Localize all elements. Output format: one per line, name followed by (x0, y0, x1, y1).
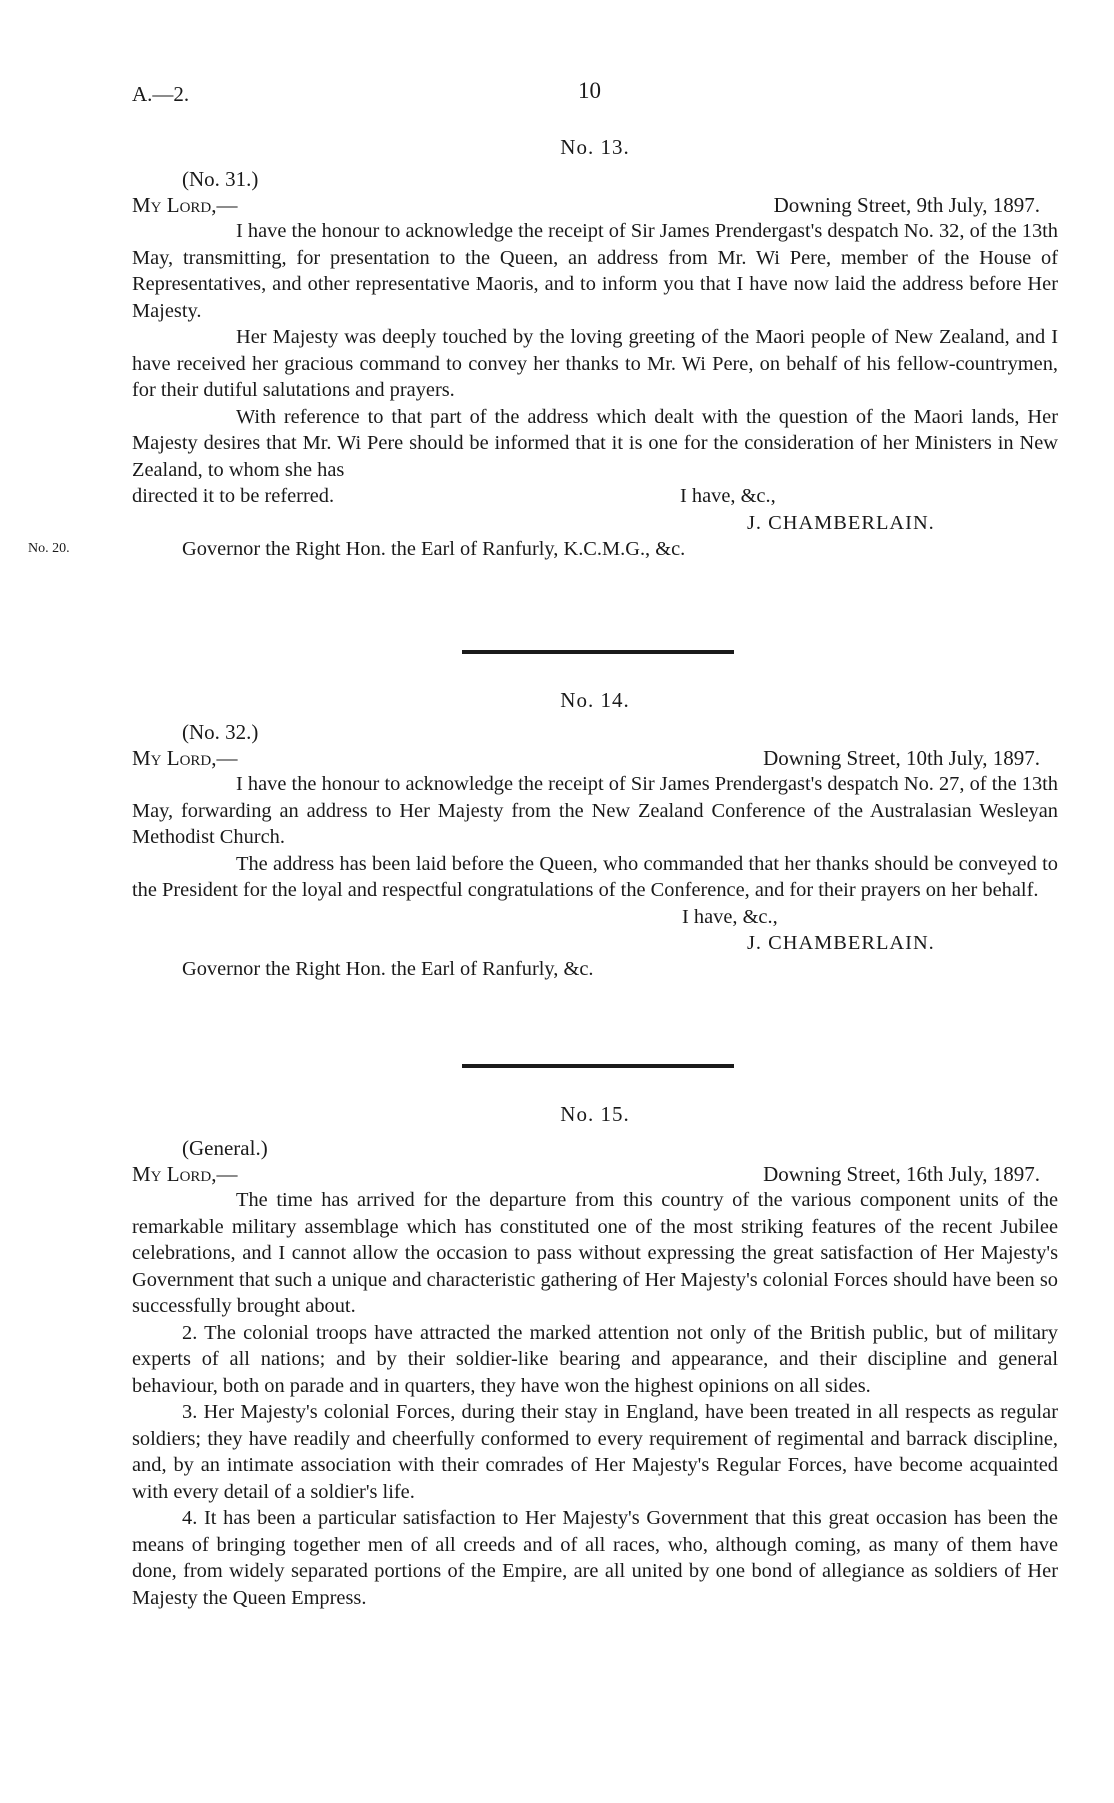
despatch-reference: (No. 31.) (182, 167, 259, 191)
document-number: No. 15. (560, 1102, 630, 1126)
despatch-reference: (General.) (182, 1136, 268, 1160)
salutation: My Lord,— (132, 193, 238, 217)
salutation-line (132, 745, 1058, 771)
document-number: No. 13. (560, 135, 630, 159)
paragraph-tail-line (132, 483, 1058, 510)
letter-no-15 (132, 1102, 1058, 1611)
addressee: Governor the Right Hon. the Earl of Ranfurly, &c. (182, 957, 594, 980)
section-divider (462, 650, 734, 654)
place-date: Downing Street, 9th July, 1897. (773, 193, 1040, 217)
salutation: My Lord,— (132, 746, 238, 770)
paragraph: 3. Her Majesty's colonial Forces, during their stay in England, have been treated in all respects as regular soldiers; they have readily and cheerfully conformed to every requirement of regimental and barrack discipline, and, by an intimate association with their comrades of Her Majesty's Regular Forces, have become acquainted with every detail of a soldier's life. (132, 1401, 1058, 1503)
paragraph: With reference to that part of the address which dealt with the question of the Maori lands, Her Majesty desires that Mr. Wi Pere should be informed that it is one for the consideration of her Ministers in New Zealand, to whom she has (132, 405, 1058, 481)
place-date: Downing Street, 16th July, 1897. (763, 1162, 1040, 1186)
despatch-reference: (No. 32.) (182, 720, 259, 744)
paragraph-tail: directed it to be referred. (132, 485, 335, 507)
margin-note: No. 20. (28, 541, 70, 556)
letter-no-14 (132, 688, 1058, 982)
signature: J. CHAMBERLAIN. (747, 511, 935, 534)
section-code: A.—2. (132, 82, 190, 106)
paragraph: I have the honour to acknowledge the receipt of Sir James Prendergast's despatch No. 32, of the 13th May, transmitting, for presentation to the Queen, an address from Mr. Wi Pere, member of the House of Representatives, and other representative Maoris, and to inform you that I have now laid the address before Her Majesty. (132, 220, 1058, 322)
place-date: Downing Street, 10th July, 1897. (763, 746, 1040, 770)
paragraph: I have the honour to acknowledge the receipt of Sir James Prendergast's despatch No. 27, of the 13th May, forwarding an address to Her Majesty from the New Zealand Conference of the Australasian Wesleyan Methodist Church. (132, 773, 1058, 848)
signature: J. CHAMBERLAIN. (747, 931, 935, 954)
paragraph: 4. It has been a particular satisfaction to Her Majesty's Government that this great occasion has been the means of bringing together men of all creeds and of all races, who, although coming, as many of them have done, from widely separated portions of the Empire, are all united by one bond of allegiance as soldiers of Her Majesty the Queen Empress. (132, 1507, 1058, 1609)
document-number: No. 14. (560, 688, 630, 712)
letter-no-13 (132, 135, 1058, 562)
page-number: 10 (578, 78, 601, 103)
salutation-line (132, 192, 1058, 218)
paragraph: 2. The colonial troops have attracted the marked attention not only of the British public, but of military experts of all nations; and by their soldier-like bearing and appearance, and their discipline and general behaviour, both on parade and in quarters, they have won the highest opinions on all sides. (132, 1321, 1058, 1397)
paragraph: The address has been laid before the Queen, who commanded that her thanks should be conveyed to the President for the loyal and respectful congratulations of the Conference, and for their prayers on her behalf. (132, 852, 1058, 901)
closing: I have, &c., (680, 485, 776, 507)
paragraph: Her Majesty was deeply touched by the loving greeting of the Maori people of New Zealand, and I have received her gracious command to convey her thanks to Mr. Wi Pere, on behalf of his fellow-countrymen, for their dutiful salutations and prayers. (132, 326, 1058, 401)
addressee: Governor the Right Hon. the Earl of Ranfurly, K.C.M.G., &c. (182, 537, 686, 560)
section-divider (462, 1064, 734, 1068)
salutation: My Lord,— (132, 1162, 238, 1186)
closing: I have, &c., (682, 905, 778, 928)
salutation-line (132, 1161, 1058, 1187)
paragraph: The time has arrived for the departure from this country of the various component units of the remarkable military assemblage which has constituted one of the most striking features of the recent Jubilee celebrations, and I cannot allow the occasion to pass without expressing the great satisfaction of Her Majesty's Government that such a unique and characteristic gathering of Her Majesty's colonial Forces should have been so successfully brought about. (132, 1189, 1058, 1317)
